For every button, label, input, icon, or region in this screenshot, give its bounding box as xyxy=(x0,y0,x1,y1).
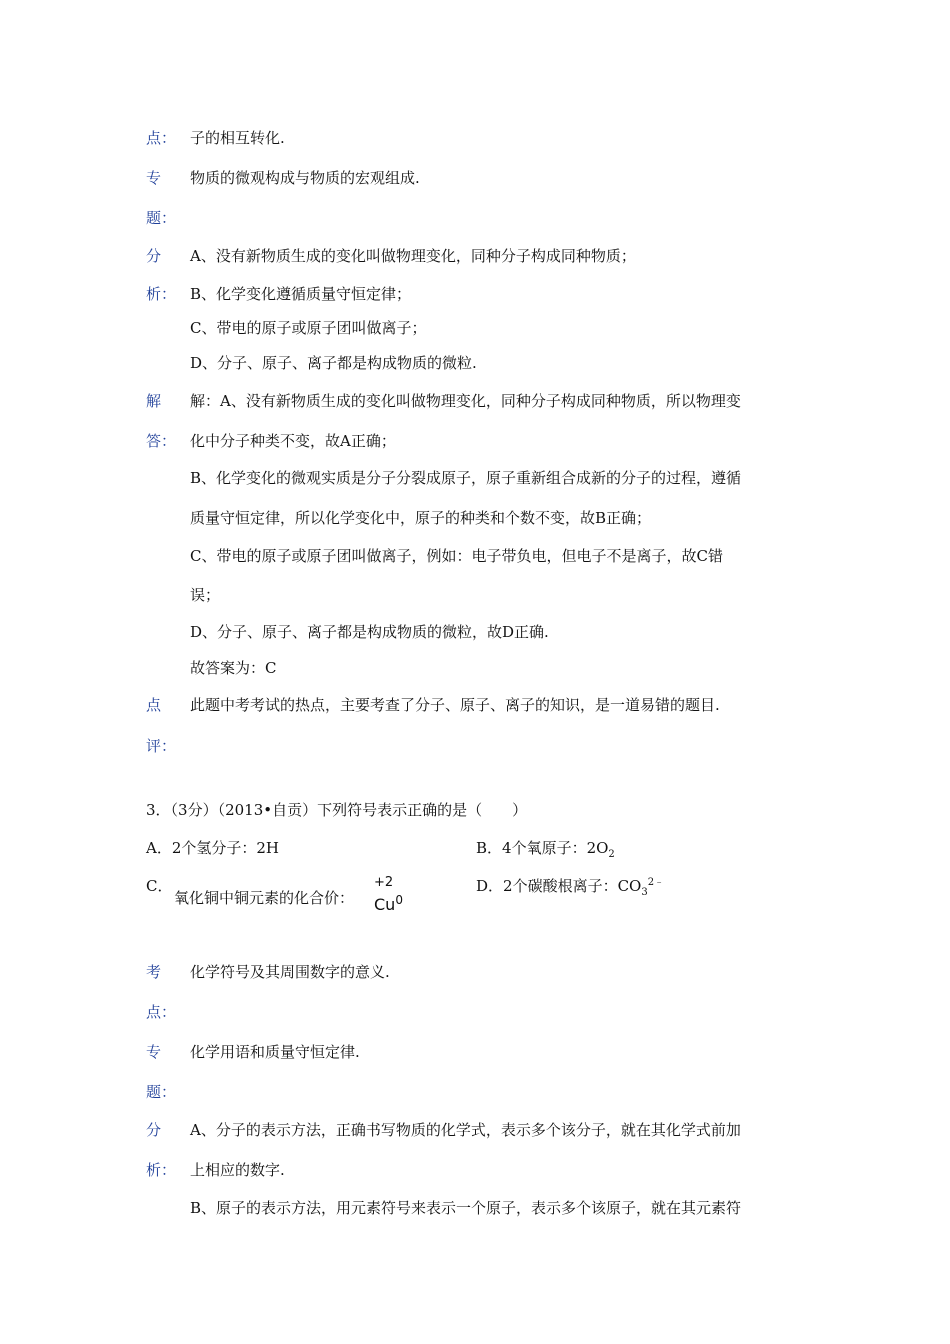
analysis-line: D、分子、原子、离子都是构成物质的微粒. xyxy=(190,354,477,372)
label-fenxi-2: 析： xyxy=(146,1161,177,1179)
analysis-line: 上相应的数字. xyxy=(190,1161,285,1179)
option-c-text: 氧化铜中铜元素的化合价： xyxy=(174,889,355,907)
kaodian-text: 化学符号及其周围数字的意义. xyxy=(190,963,390,981)
answer-line: 故答案为：C xyxy=(190,659,277,677)
answer-line: 解：A、没有新物质生成的变化叫做物理变化，同种分子构成同种物质，所以物理变 xyxy=(190,392,741,410)
label-fenxi-1: 分 xyxy=(146,1121,162,1139)
analysis-line: C、带电的原子或原子团叫做离子； xyxy=(190,319,427,337)
comment-text: 此题中考考试的热点，主要考查了分子、原子、离子的知识，是一道易错的题目. xyxy=(190,696,720,714)
valence-notation xyxy=(374,876,414,916)
analysis-line: A、分子的表示方法，正确书写物质的化学式，表示多个该分子，就在其化学式前加 xyxy=(190,1121,741,1139)
label-jieda-1: 解 xyxy=(146,392,162,410)
label-zhuanti-1: 专 xyxy=(146,169,162,187)
analysis-line: A、没有新物质生成的变化叫做物理变化，同种分子构成同种物质； xyxy=(190,247,636,265)
zhuanti-text: 化学用语和质量守恒定律. xyxy=(190,1043,360,1061)
option-b: B．4个氧原子：$2O_2$ xyxy=(476,839,615,860)
answer-line: 误； xyxy=(190,586,221,604)
label-dianping-2: 评： xyxy=(146,737,177,755)
valence-top: +2 xyxy=(374,875,394,890)
label-fenxi-2: 析： xyxy=(146,285,177,303)
answer-line: D、分子、原子、离子都是构成物质的微粒，故D正确. xyxy=(190,623,549,641)
label-kaodian-1: 考 xyxy=(146,963,162,981)
answer-line: 化中分子种类不变，故A正确； xyxy=(190,432,396,450)
answer-line: B、化学变化的微观实质是分子分裂成原子，原子重新组合成新的分子的过程，遵循 xyxy=(190,469,742,487)
option-d: D．2个碳酸根离子：$CO_3^{2﹣}$ xyxy=(476,877,665,898)
option-a: A．2个氢分子：2H xyxy=(146,839,280,857)
valence-symbol: Cu$^0$ xyxy=(374,893,403,914)
label-zhuanti-2: 题： xyxy=(146,209,177,227)
label-jieda-2: 答： xyxy=(146,432,177,450)
label-kaodian-end: 点： xyxy=(146,129,177,147)
label-kaodian-2: 点： xyxy=(146,1003,177,1021)
analysis-line: B、原子的表示方法，用元素符号来表示一个原子，表示多个该原子，就在其元素符 xyxy=(190,1199,742,1217)
label-dianping-1: 点 xyxy=(146,696,162,714)
label-zhuanti-2: 题： xyxy=(146,1083,177,1101)
answer-line: 质量守恒定律，所以化学变化中，原子的种类和个数不变，故B正确； xyxy=(190,509,652,527)
zhuanti-text: 物质的微观构成与物质的宏观组成. xyxy=(190,169,420,187)
question-stem: 3．（3分）（2013•自贡）下列符号表示正确的是（ ） xyxy=(146,801,528,819)
analysis-line: B、化学变化遵循质量守恒定律； xyxy=(190,285,412,303)
label-fenxi-1: 分 xyxy=(146,247,162,265)
option-c-letter: C． xyxy=(146,877,173,895)
answer-line: C、带电的原子或原子团叫做离子，例如：电子带负电，但电子不是离子，故C错 xyxy=(190,547,723,565)
label-zhuanti-1: 专 xyxy=(146,1043,162,1061)
kaodian-text: 子的相互转化. xyxy=(190,129,285,147)
